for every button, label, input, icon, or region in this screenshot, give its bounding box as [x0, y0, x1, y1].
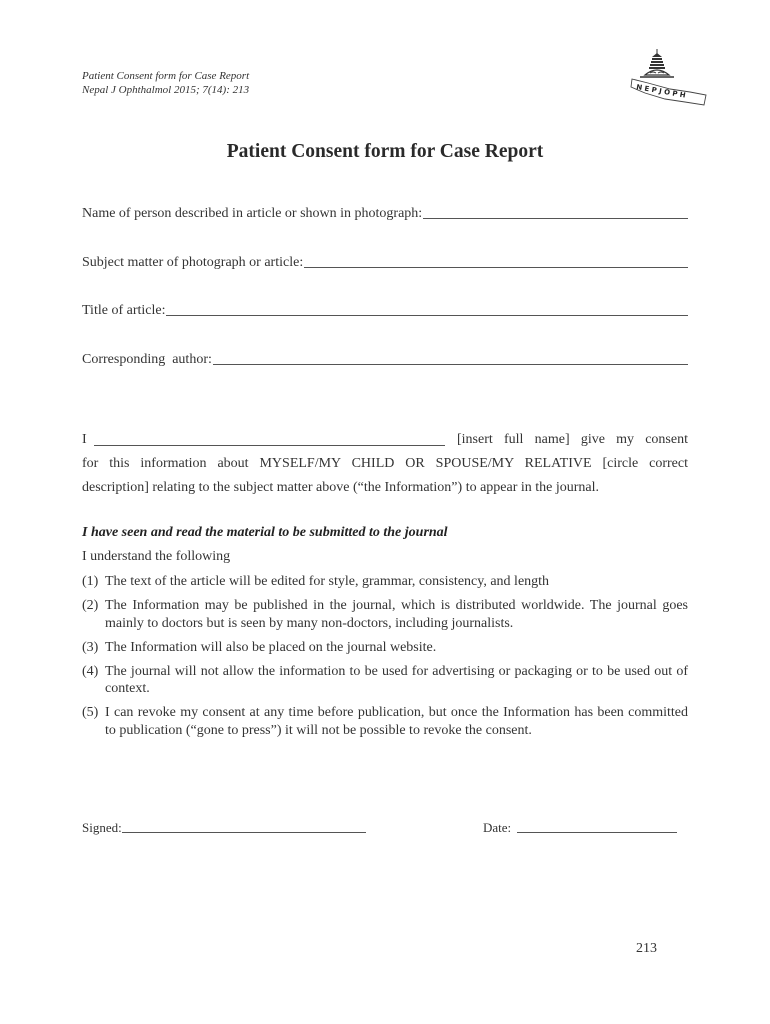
- signed-field[interactable]: [82, 820, 366, 836]
- consent-line-3: description] relating to the subject matter above (“the Information”) to appear in the journal.: [82, 480, 600, 495]
- list-item: (3) The Information will also be placed on the journal website.: [82, 639, 437, 655]
- consent-insert-text: [insert full name] give my consent: [457, 432, 688, 447]
- signed-label: Signed:: [82, 820, 122, 835]
- article-title-input[interactable]: [166, 301, 688, 316]
- nepjoph-logo-icon: [630, 47, 710, 109]
- consent-prefix: I: [82, 432, 87, 447]
- section-heading: I have seen and read the material to be submitted to the journal: [82, 525, 448, 540]
- consent-line-2: for this information about MYSELF/MY CHILD OR SPOUSE/MY RELATIVE [circle correct: [82, 456, 688, 471]
- date-input[interactable]: [517, 820, 677, 833]
- list-item: (1) The text of the article will be edited for style, grammar, consistency, and length: [82, 574, 550, 589]
- date-field[interactable]: [483, 820, 677, 836]
- list-item: (4) The journal will not allow the information to be used for advertising or packaging or to be used out of context.: [82, 663, 688, 696]
- page-title: Patient Consent form for Case Report: [226, 141, 544, 162]
- corresponding-author-input[interactable]: [213, 350, 688, 365]
- list-item: (5) I can revoke my consent at any time before publication, but once the Information has been committed to publication (“gone to press”) it will not be possible to revoke the consent.: [82, 705, 688, 738]
- article-title-field[interactable]: [82, 299, 688, 319]
- citation-reference: Nepal J Ophthalmol 2015; 7(14): 213: [82, 84, 250, 96]
- subject-matter-label: Subject matter of photograph or article:: [82, 255, 304, 270]
- journal-citation: [82, 69, 249, 97]
- person-name-label: Name of person described in article or shown in photograph:: [82, 206, 423, 221]
- subject-matter-input[interactable]: [304, 253, 688, 268]
- person-name-field[interactable]: [82, 202, 688, 222]
- person-name-input[interactable]: [423, 204, 688, 219]
- date-label: Date:: [483, 820, 512, 835]
- subject-matter-field[interactable]: [82, 251, 688, 271]
- page-number: 213: [636, 941, 657, 956]
- terms-list: [82, 573, 688, 746]
- svg-text:N E P J O P H: N E P J O P H: [635, 83, 687, 100]
- understand-intro: I understand the following: [82, 549, 231, 564]
- corresponding-author-label: Corresponding author:: [82, 352, 212, 367]
- corresponding-author-field[interactable]: [82, 348, 688, 368]
- consent-statement: [82, 428, 688, 500]
- citation-title: Patient Consent form for Case Report: [82, 70, 250, 82]
- article-title-label: Title of article:: [82, 303, 166, 318]
- full-name-input[interactable]: [94, 431, 445, 446]
- list-item: (2) The Information may be published in the journal, which is distributed worldwide. The journal goes mainly to doctors but is seen by many non-doctors, including journalists.: [82, 598, 688, 631]
- signature-input[interactable]: [122, 820, 366, 833]
